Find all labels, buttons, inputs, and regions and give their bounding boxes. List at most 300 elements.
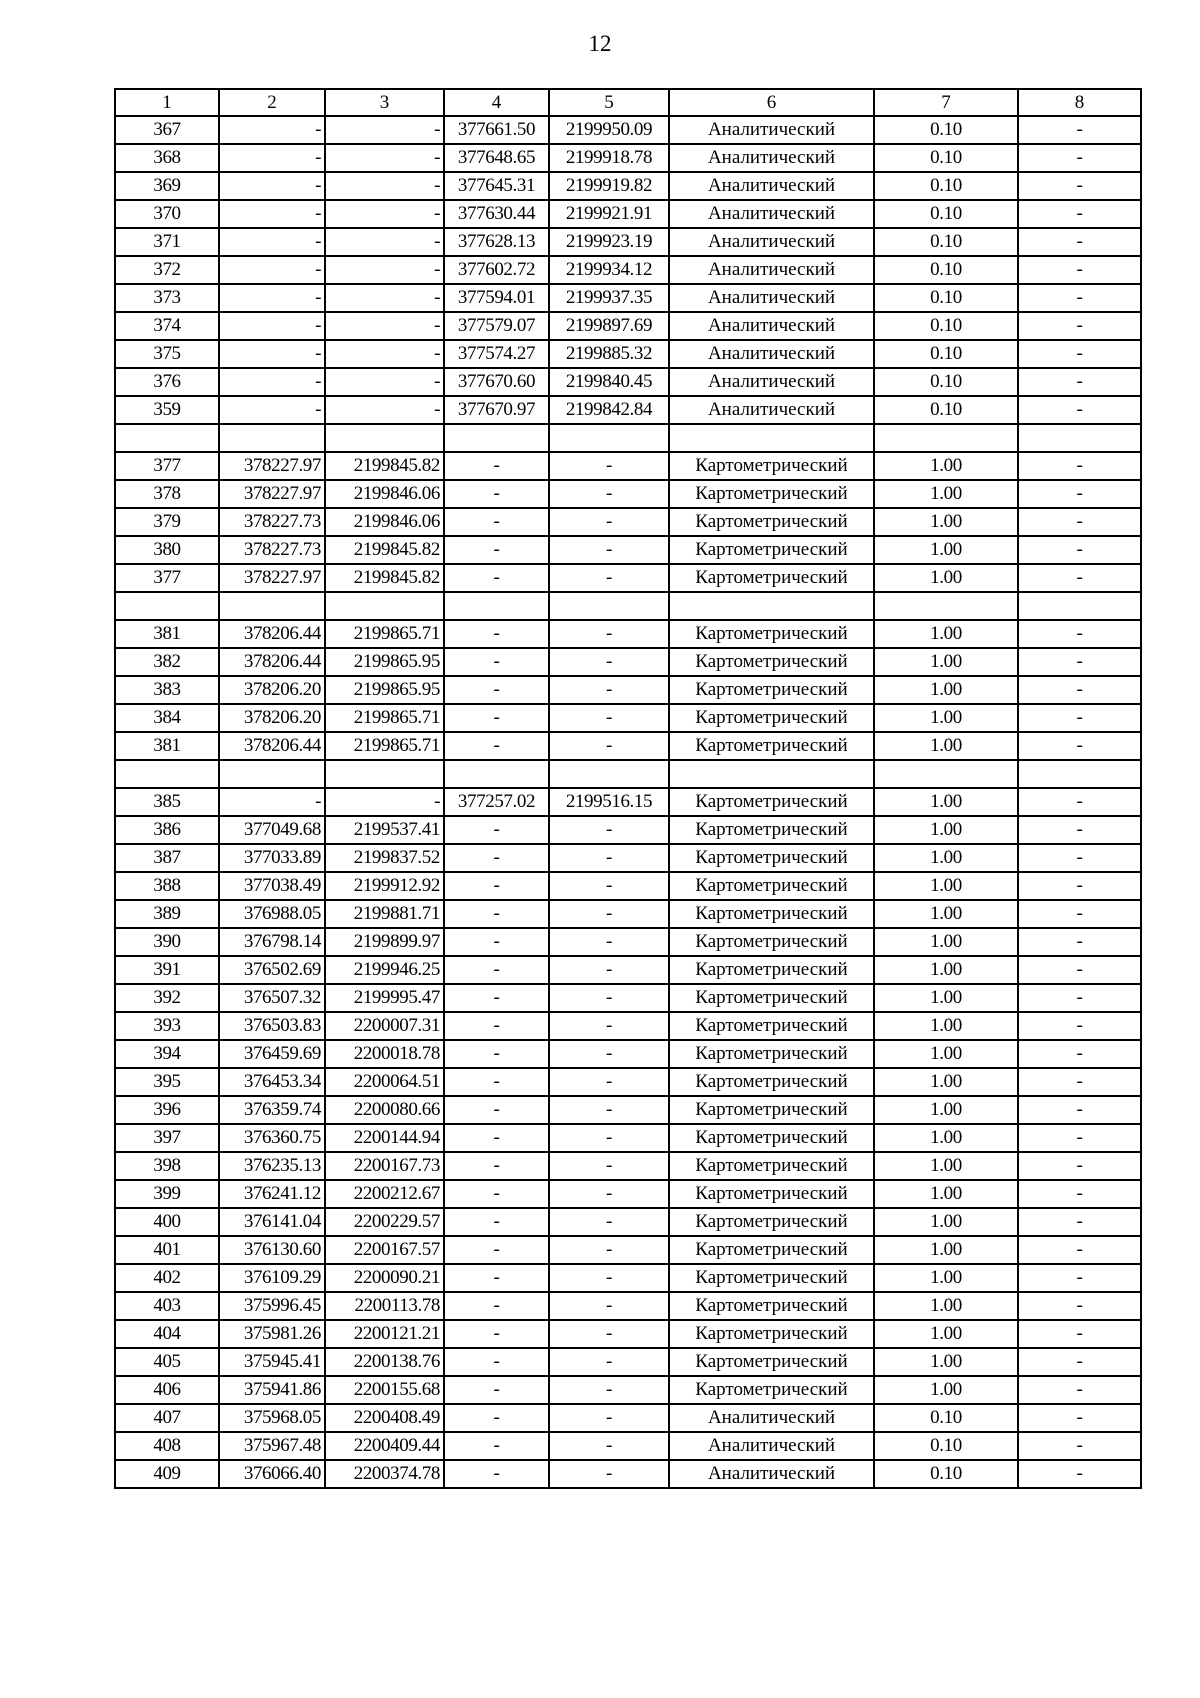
table-cell: 2200144.94: [325, 1124, 444, 1152]
table-cell: -: [1018, 844, 1141, 872]
table-row: [115, 1152, 1141, 1180]
table-cell: 1.00: [874, 928, 1018, 956]
table-cell: -: [219, 284, 325, 312]
table-cell: 375981.26: [219, 1320, 325, 1348]
table-cell: 374: [115, 312, 219, 340]
table-cell: 377628.13: [444, 228, 549, 256]
table-row: [115, 704, 1141, 732]
table-cell: [219, 760, 325, 788]
column-header-7: 7: [874, 89, 1018, 116]
table-cell: -: [549, 480, 669, 508]
table-cell: Картометрический: [669, 452, 874, 480]
table-cell: Картометрический: [669, 732, 874, 760]
table-cell: [325, 592, 444, 620]
table-cell: 409: [115, 1460, 219, 1488]
table-cell: 0.10: [874, 1460, 1018, 1488]
table-cell: 1.00: [874, 984, 1018, 1012]
table-cell: -: [1018, 396, 1141, 424]
table-cell: 401: [115, 1236, 219, 1264]
table-cell: 1.00: [874, 816, 1018, 844]
table-cell: -: [325, 144, 444, 172]
table-cell: -: [1018, 200, 1141, 228]
table-cell: 377670.60: [444, 368, 549, 396]
table-cell: [1018, 424, 1141, 452]
table-cell: Аналитический: [669, 1404, 874, 1432]
table-row: [115, 620, 1141, 648]
table-cell: 1.00: [874, 1124, 1018, 1152]
table-cell: 389: [115, 900, 219, 928]
separator-row: [115, 760, 1141, 788]
table-cell: 1.00: [874, 1068, 1018, 1096]
table-cell: 2200167.57: [325, 1236, 444, 1264]
table-cell: -: [1018, 1124, 1141, 1152]
table-cell: 2199885.32: [549, 340, 669, 368]
table-cell: 2199846.06: [325, 508, 444, 536]
table-cell: 359: [115, 396, 219, 424]
table-cell: Картометрический: [669, 984, 874, 1012]
table-row: [115, 732, 1141, 760]
table-cell: 372: [115, 256, 219, 284]
table-cell: -: [1018, 256, 1141, 284]
table-cell: -: [444, 816, 549, 844]
table-cell: 378: [115, 480, 219, 508]
column-header-4: 4: [444, 89, 549, 116]
table-cell: -: [1018, 788, 1141, 816]
table-cell: 1.00: [874, 732, 1018, 760]
table-cell: -: [549, 1180, 669, 1208]
table-cell: 376798.14: [219, 928, 325, 956]
table-cell: 393: [115, 1012, 219, 1040]
table-cell: -: [549, 1236, 669, 1264]
table-cell: 382: [115, 648, 219, 676]
table-cell: -: [325, 116, 444, 144]
table-cell: -: [1018, 1292, 1141, 1320]
table-cell: -: [1018, 1264, 1141, 1292]
table-row: [115, 480, 1141, 508]
table-cell: 377648.65: [444, 144, 549, 172]
table-cell: 2199837.52: [325, 844, 444, 872]
table-cell: -: [325, 396, 444, 424]
table-cell: -: [444, 1460, 549, 1488]
table-cell: 377: [115, 564, 219, 592]
table-cell: 376503.83: [219, 1012, 325, 1040]
table-cell: 378206.44: [219, 620, 325, 648]
table-cell: -: [1018, 564, 1141, 592]
table-cell: -: [549, 956, 669, 984]
table-cell: 377594.01: [444, 284, 549, 312]
table-cell: -: [549, 536, 669, 564]
table-cell: 376066.40: [219, 1460, 325, 1488]
table-row: [115, 872, 1141, 900]
table-cell: -: [1018, 508, 1141, 536]
table-row: [115, 1348, 1141, 1376]
table-cell: Картометрический: [669, 704, 874, 732]
table-cell: Картометрический: [669, 1320, 874, 1348]
table-cell: 2199937.35: [549, 284, 669, 312]
table-cell: 375968.05: [219, 1404, 325, 1432]
table-cell: 377257.02: [444, 788, 549, 816]
table-cell: -: [549, 900, 669, 928]
table-row: [115, 1180, 1141, 1208]
table-cell: 1.00: [874, 480, 1018, 508]
table-cell: -: [1018, 1320, 1141, 1348]
table-cell: -: [444, 984, 549, 1012]
table-cell: 2199921.91: [549, 200, 669, 228]
table-cell: -: [1018, 620, 1141, 648]
table-cell: [669, 592, 874, 620]
table-cell: -: [549, 1348, 669, 1376]
table-cell: 378227.97: [219, 452, 325, 480]
table-cell: -: [1018, 732, 1141, 760]
table-cell: 2200113.78: [325, 1292, 444, 1320]
table-cell: 2199950.09: [549, 116, 669, 144]
table-cell: 386: [115, 816, 219, 844]
table-cell: -: [444, 1376, 549, 1404]
table-cell: Картометрический: [669, 956, 874, 984]
table-row: [115, 340, 1141, 368]
table-cell: 400: [115, 1208, 219, 1236]
table-cell: [115, 424, 219, 452]
table-row: [115, 200, 1141, 228]
table-cell: -: [444, 1012, 549, 1040]
table-cell: 1.00: [874, 620, 1018, 648]
table-row: [115, 396, 1141, 424]
table-cell: -: [1018, 480, 1141, 508]
table-cell: 1.00: [874, 1320, 1018, 1348]
table-cell: -: [1018, 368, 1141, 396]
table-cell: 0.10: [874, 172, 1018, 200]
table-cell: 2199845.82: [325, 536, 444, 564]
table-cell: -: [444, 844, 549, 872]
column-header-5: 5: [549, 89, 669, 116]
table-cell: 387: [115, 844, 219, 872]
table-cell: 371: [115, 228, 219, 256]
table-cell: [549, 760, 669, 788]
table-cell: -: [444, 1068, 549, 1096]
table-cell: -: [549, 816, 669, 844]
table-row: [115, 312, 1141, 340]
table-cell: Аналитический: [669, 396, 874, 424]
table-cell: -: [1018, 1068, 1141, 1096]
table-cell: 1.00: [874, 1208, 1018, 1236]
table-row: [115, 648, 1141, 676]
table-cell: 1.00: [874, 1152, 1018, 1180]
table-cell: [669, 424, 874, 452]
table-cell: Аналитический: [669, 256, 874, 284]
table-cell: [1018, 592, 1141, 620]
table-cell: 2199865.95: [325, 676, 444, 704]
table-cell: 376453.34: [219, 1068, 325, 1096]
table-row: [115, 928, 1141, 956]
table-cell: 383: [115, 676, 219, 704]
table-cell: -: [549, 872, 669, 900]
table-cell: 399: [115, 1180, 219, 1208]
table-cell: Картометрический: [669, 844, 874, 872]
table-cell: 0.10: [874, 228, 1018, 256]
table-cell: 1.00: [874, 648, 1018, 676]
table-row: [115, 284, 1141, 312]
table-cell: -: [219, 788, 325, 816]
table-cell: -: [444, 872, 549, 900]
table-cell: -: [549, 1376, 669, 1404]
table-cell: Картометрический: [669, 536, 874, 564]
table-cell: 1.00: [874, 452, 1018, 480]
table-cell: 378227.73: [219, 536, 325, 564]
table-cell: Картометрический: [669, 620, 874, 648]
table-cell: -: [1018, 816, 1141, 844]
table-row: [115, 256, 1141, 284]
table-cell: 1.00: [874, 1348, 1018, 1376]
table-cell: -: [1018, 1152, 1141, 1180]
table-cell: 2200167.73: [325, 1152, 444, 1180]
table-cell: -: [1018, 1348, 1141, 1376]
table-row: [115, 1460, 1141, 1488]
table-cell: 376359.74: [219, 1096, 325, 1124]
table-cell: Картометрический: [669, 1012, 874, 1040]
table-cell: -: [219, 312, 325, 340]
table-row: [115, 1040, 1141, 1068]
table-cell: 1.00: [874, 844, 1018, 872]
table-cell: -: [1018, 928, 1141, 956]
table-cell: -: [444, 1124, 549, 1152]
table-cell: 2199919.82: [549, 172, 669, 200]
table-cell: 2199923.19: [549, 228, 669, 256]
table-cell: Картометрический: [669, 928, 874, 956]
table-cell: 375941.86: [219, 1376, 325, 1404]
table-cell: -: [549, 452, 669, 480]
table-cell: 405: [115, 1348, 219, 1376]
table-cell: -: [1018, 1236, 1141, 1264]
table-cell: 403: [115, 1292, 219, 1320]
table-cell: 375: [115, 340, 219, 368]
table-cell: -: [325, 284, 444, 312]
table-cell: -: [444, 1040, 549, 1068]
table-cell: -: [549, 676, 669, 704]
table-cell: 1.00: [874, 536, 1018, 564]
table-cell: 408: [115, 1432, 219, 1460]
table-cell: Аналитический: [669, 312, 874, 340]
table-cell: Аналитический: [669, 1460, 874, 1488]
table-cell: 378227.97: [219, 480, 325, 508]
table-cell: -: [1018, 228, 1141, 256]
table-cell: 1.00: [874, 1040, 1018, 1068]
table-cell: -: [325, 228, 444, 256]
table-cell: 376109.29: [219, 1264, 325, 1292]
table-cell: -: [444, 480, 549, 508]
table-cell: -: [549, 1012, 669, 1040]
table-cell: 377645.31: [444, 172, 549, 200]
table-cell: 379: [115, 508, 219, 536]
table-cell: 2199897.69: [549, 312, 669, 340]
column-header-2: 2: [219, 89, 325, 116]
table-cell: 369: [115, 172, 219, 200]
table-cell: -: [444, 564, 549, 592]
table-cell: 2199840.45: [549, 368, 669, 396]
table-cell: -: [549, 928, 669, 956]
table-cell: 2200374.78: [325, 1460, 444, 1488]
table-cell: [444, 760, 549, 788]
table-cell: 394: [115, 1040, 219, 1068]
table-cell: -: [444, 620, 549, 648]
table-cell: -: [1018, 536, 1141, 564]
table-cell: -: [1018, 676, 1141, 704]
table-cell: -: [325, 368, 444, 396]
table-row: [115, 452, 1141, 480]
table-cell: 1.00: [874, 1180, 1018, 1208]
table-cell: -: [219, 396, 325, 424]
table-row: [115, 676, 1141, 704]
table-cell: [549, 592, 669, 620]
table-cell: 2200121.21: [325, 1320, 444, 1348]
table-cell: 1.00: [874, 564, 1018, 592]
table-cell: -: [325, 340, 444, 368]
table-cell: -: [325, 312, 444, 340]
table-cell: 0.10: [874, 284, 1018, 312]
table-row: [115, 1096, 1141, 1124]
table-cell: -: [219, 172, 325, 200]
table-cell: -: [1018, 956, 1141, 984]
table-cell: 376502.69: [219, 956, 325, 984]
table-cell: 2199537.41: [325, 816, 444, 844]
table-cell: -: [219, 340, 325, 368]
table-cell: Аналитический: [669, 144, 874, 172]
table-cell: 370: [115, 200, 219, 228]
table-cell: Картометрический: [669, 1040, 874, 1068]
table-cell: Картометрический: [669, 1124, 874, 1152]
table-cell: -: [444, 452, 549, 480]
table-cell: 2199865.71: [325, 732, 444, 760]
table-cell: 0.10: [874, 116, 1018, 144]
table-cell: Картометрический: [669, 1348, 874, 1376]
table-cell: 376360.75: [219, 1124, 325, 1152]
table-cell: 2200007.31: [325, 1012, 444, 1040]
table-cell: 2199995.47: [325, 984, 444, 1012]
table-row: [115, 508, 1141, 536]
table-cell: 377602.72: [444, 256, 549, 284]
table-cell: 1.00: [874, 1376, 1018, 1404]
table-cell: 2200408.49: [325, 1404, 444, 1432]
table-body: [115, 116, 1141, 1488]
table-row: [115, 1068, 1141, 1096]
table-cell: 398: [115, 1152, 219, 1180]
table-cell: -: [325, 172, 444, 200]
table-cell: 381: [115, 620, 219, 648]
table-cell: -: [444, 1320, 549, 1348]
table-cell: 2199845.82: [325, 564, 444, 592]
table-cell: 378227.97: [219, 564, 325, 592]
table-cell: Аналитический: [669, 116, 874, 144]
table-cell: 0.10: [874, 312, 1018, 340]
table-row: [115, 956, 1141, 984]
table-cell: 376507.32: [219, 984, 325, 1012]
table-cell: -: [549, 1096, 669, 1124]
table-cell: 2200409.44: [325, 1432, 444, 1460]
table-cell: 375996.45: [219, 1292, 325, 1320]
table-row: [115, 1376, 1141, 1404]
table-row: [115, 1432, 1141, 1460]
table-cell: -: [444, 1432, 549, 1460]
table-cell: 404: [115, 1320, 219, 1348]
table-cell: 2199846.06: [325, 480, 444, 508]
table-row: [115, 368, 1141, 396]
table-cell: 376: [115, 368, 219, 396]
table-cell: 388: [115, 872, 219, 900]
table-cell: Картометрический: [669, 788, 874, 816]
table-cell: -: [444, 536, 549, 564]
table-row: [115, 1236, 1141, 1264]
table-cell: 396: [115, 1096, 219, 1124]
table-cell: [325, 424, 444, 452]
table-cell: 2199842.84: [549, 396, 669, 424]
table-cell: -: [549, 1320, 669, 1348]
table-cell: -: [444, 928, 549, 956]
table-cell: 390: [115, 928, 219, 956]
table-cell: -: [444, 676, 549, 704]
table-cell: Картометрический: [669, 1292, 874, 1320]
table-cell: [325, 760, 444, 788]
table-cell: 377579.07: [444, 312, 549, 340]
table-cell: Картометрический: [669, 480, 874, 508]
table-row: [115, 1264, 1141, 1292]
table-cell: Аналитический: [669, 172, 874, 200]
table-cell: [874, 592, 1018, 620]
table-cell: -: [549, 1460, 669, 1488]
table-cell: -: [549, 732, 669, 760]
table-cell: Картометрический: [669, 508, 874, 536]
table-cell: [219, 424, 325, 452]
table-row: [115, 116, 1141, 144]
table-cell: 2199845.82: [325, 452, 444, 480]
table-cell: -: [549, 1040, 669, 1068]
table-cell: 1.00: [874, 788, 1018, 816]
table-cell: 377574.27: [444, 340, 549, 368]
table-cell: Аналитический: [669, 284, 874, 312]
table-cell: -: [1018, 284, 1141, 312]
table-cell: -: [444, 704, 549, 732]
table-cell: 2199918.78: [549, 144, 669, 172]
table-cell: -: [549, 1404, 669, 1432]
table-cell: -: [1018, 1012, 1141, 1040]
table-cell: 2200090.21: [325, 1264, 444, 1292]
table-cell: 2199865.71: [325, 620, 444, 648]
table-cell: 2200018.78: [325, 1040, 444, 1068]
table-cell: 2200138.76: [325, 1348, 444, 1376]
table-cell: Картометрический: [669, 816, 874, 844]
table-cell: -: [444, 956, 549, 984]
table-cell: 381: [115, 732, 219, 760]
table-cell: 2200212.67: [325, 1180, 444, 1208]
table-cell: 376459.69: [219, 1040, 325, 1068]
table-cell: 391: [115, 956, 219, 984]
table-cell: Картометрический: [669, 1376, 874, 1404]
table-cell: Картометрический: [669, 648, 874, 676]
table-cell: -: [1018, 116, 1141, 144]
table-cell: 402: [115, 1264, 219, 1292]
table-row: [115, 1208, 1141, 1236]
table-cell: Картометрический: [669, 564, 874, 592]
page-number: 12: [588, 31, 612, 56]
table-cell: -: [1018, 984, 1141, 1012]
table-cell: Картометрический: [669, 1208, 874, 1236]
table-cell: 377049.68: [219, 816, 325, 844]
table-row: [115, 1404, 1141, 1432]
table-cell: 377661.50: [444, 116, 549, 144]
table-cell: 406: [115, 1376, 219, 1404]
table-cell: -: [549, 1124, 669, 1152]
table-cell: [115, 592, 219, 620]
table-cell: 397: [115, 1124, 219, 1152]
table-cell: 2199912.92: [325, 872, 444, 900]
